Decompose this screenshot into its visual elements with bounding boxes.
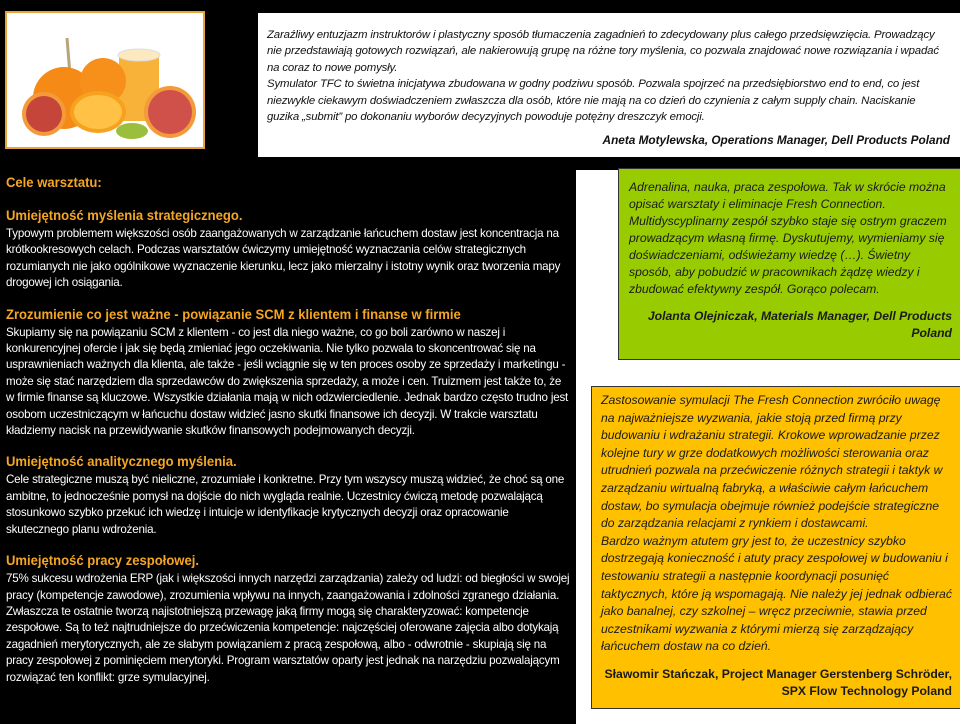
testimonial-text	[267, 27, 950, 125]
oranges-photo	[5, 11, 205, 149]
testimonial-signature: Jolanta Olejniczak, Materials Manager, Dell Products Poland	[647, 309, 952, 340]
testimonial-paragraph: Zaraźliwy entuzjazm instruktorów i plastyczny sposób tłumaczenia zagadnień to zdecydowany plus całego przedsięwzięcia. Prowadzący nie przedstawiają gotowych rozwiązań, ale nakierowują grupę na różne tory myślenia, co pozwala znajdować nowe rozwiązania i wpadać na coraz to nowe pomysły.	[267, 29, 939, 74]
testimonial-signature	[601, 666, 952, 700]
section-heading: Umiejętność pracy zespołowej.	[6, 553, 199, 570]
testimonial-text: Adrenalina, nauka, praca zespołowa. Tak w skrócie można opisać warsztaty i eliminacje Fresh Connection. Multidyscyplinarny zespół szybko staje się ostrym graczem prowadzącym własną firmę. Dyskutujemy, wymieniamy się doświadczeniami, odświeżamy wiedzę (…). Świetny sposób, aby pobudzić w pracownikach żądzę wiedzy i zbudować efektywny zespół. Gorąco polecam.	[629, 180, 947, 296]
section-body: Skupiamy się na powiązaniu SCM z klientem - co jest dla niego ważne, co go boli zarówno w naszej i konkurencyjnej ofercie i jak się będą zmieniać jego oczekiwania. Nie tylko pozwala to skoncentrować się na usprawnieniach ważnych dla klienta, ale także - jeśli wciągnie się w ten proces osoby ze sprzedaży i marketingu - może się stać narzędziem dla sprzedawców do zwiększenia sprzedaży, a może i cen. Truizmem jest także to, że w firmie finanse są kluczowe. Wszystkie działania mają w nich odzwierciedlenie. Jednak bardzo często trudno jest osobom uczestniczącym w łańcuchu dostaw widzieć jasno skutki finansowe ich decyzji. W trakcie warsztatu kładziemy nacisk na przewidywanie skutków finansowych podejmowanych decyzji.	[6, 325, 569, 438]
signature-line: Sławomir Stańczak, Project Manager Gerstenberg Schröder,	[604, 666, 952, 681]
workshop-goals	[6, 174, 572, 686]
oranges-image	[7, 13, 203, 147]
testimonial-paragraph: Symulator TFC to świetna inicjatywa zbudowana w godny podziwu sposób. Pozwala spojrzeć na przedsiębiorstwo end to end, co jest niezwykle ciekawym doświadczeniem zwłaszcza dla osób, które nie mają na co dzień do czynienia z całym supply chain. Naciskanie guzika „submit” po dokonaniu wyborów decyzyjnych powoduje potężny dreszczyk emocji.	[267, 78, 920, 124]
section-heading: Umiejętność myślenia strategicznego.	[6, 208, 243, 224]
section-body: 75% sukcesu wdrożenia ERP (jak i większości innych narzędzi zarządzania) zależy od ludzi: od biegłości w swojej pracy (kompetencje zawodowe), zrozumienia wpływu na innych, zaangażowania i zdolności zgranego działania. Zwłaszcza te ostatnie tworzą najistotniejszą przewagę jaką firmy mogą się charakteryzować: kompetencje zespołowe. Są to też najtrudniejsze do przećwiczenia kompetencje: najczęściej oferowane zajęcia albo dotykają zagadnień merytorycznych, ale ze słabym powiązaniem z pracą zespołową, albo - odwrotnie - skupiają się na pracy zespołowej z pominięciem merytoryki. Program warsztatów oparty jest jednak na narzędziu pozwalającym rozwiązać ten konflikt: grze symulacyjnej.	[6, 572, 570, 684]
testimonial-yellow	[591, 386, 960, 709]
section-heading: Umiejętność analitycznego myślenia.	[6, 454, 237, 471]
testimonial-green	[618, 168, 960, 360]
section-heading: Zrozumienie co jest ważne - powiązanie SCM z klientem i finanse w firmie	[6, 306, 461, 323]
testimonial-signature: Aneta Motylewska, Operations Manager, Dell Products Poland	[602, 133, 950, 148]
section-body: Typowym problemem większości osób zaangażowanych w zarządzanie łańcuchem dostaw jest koncentracja na krótkookresowych celach. Podczas warsztatów ćwiczymy umiejętność wyznaczania celów strategicznych rozumianych nie jako ogólnikowe wyznaczenie kierunku, lecz jako mierzalny i istotny wynik oraz tworzenia mapy drogowej ich osiągania.	[6, 227, 561, 290]
section-body: Cele strategiczne muszą być nieliczne, zrozumiałe i konkretne. Przy tym wszyscy muszą widzieć, że choć są one ambitne, to jednocześnie pomysł na dojście do nich wygląda realnie. Uczestnicy ćwiczą metodę pozwalającą stosunkowo szybko przekuć ich wiedzę i intuicje w identyfikacje krytycznych decyzji oraz opracowanie skutecznego planu wdrożenia.	[6, 473, 565, 536]
testimonial-text	[601, 392, 952, 656]
testimonial-paragraph: Zastosowanie symulacji The Fresh Connection zwróciło uwagę na najważniejsze wyzwania, jakie stoją przed firmą przy budowaniu i wdrażaniu strategii. Krokowe wprowadzanie przez kolejne tury w grze dodatkowych możliwości sterowania oraz utrudnień pozwala na przećwiczenie różnych strategii i taktyk w zarządzaniu wirtualną fabryką, a właściwie całym łańcuchem dostaw, bo symulacja obejmuje również podejście strategiczne do zarządzania relacjami z rynkiem i dostawcami.	[601, 393, 943, 531]
testimonial-paragraph: Bardzo ważnym atutem gry jest to, że uczestnicy szybko dostrzegają konieczność i atuty pracy zespołowej w budowaniu i testowaniu strategii a następnie koordynacji posunięć taktycznych, które ją wspomagają. Nie należy jej jednak odbierać jako banalnej, czy szkolnej – wręcz przeciwnie, stawia przed uczestnikami wyzwania z którymi mierzą się zarządzający łańcuchem dostaw na co dzień.	[601, 533, 952, 654]
signature-line: SPX Flow Technology Poland	[781, 683, 952, 698]
testimonial-top	[258, 13, 960, 157]
goals-title: Cele warsztatu:	[6, 175, 102, 191]
